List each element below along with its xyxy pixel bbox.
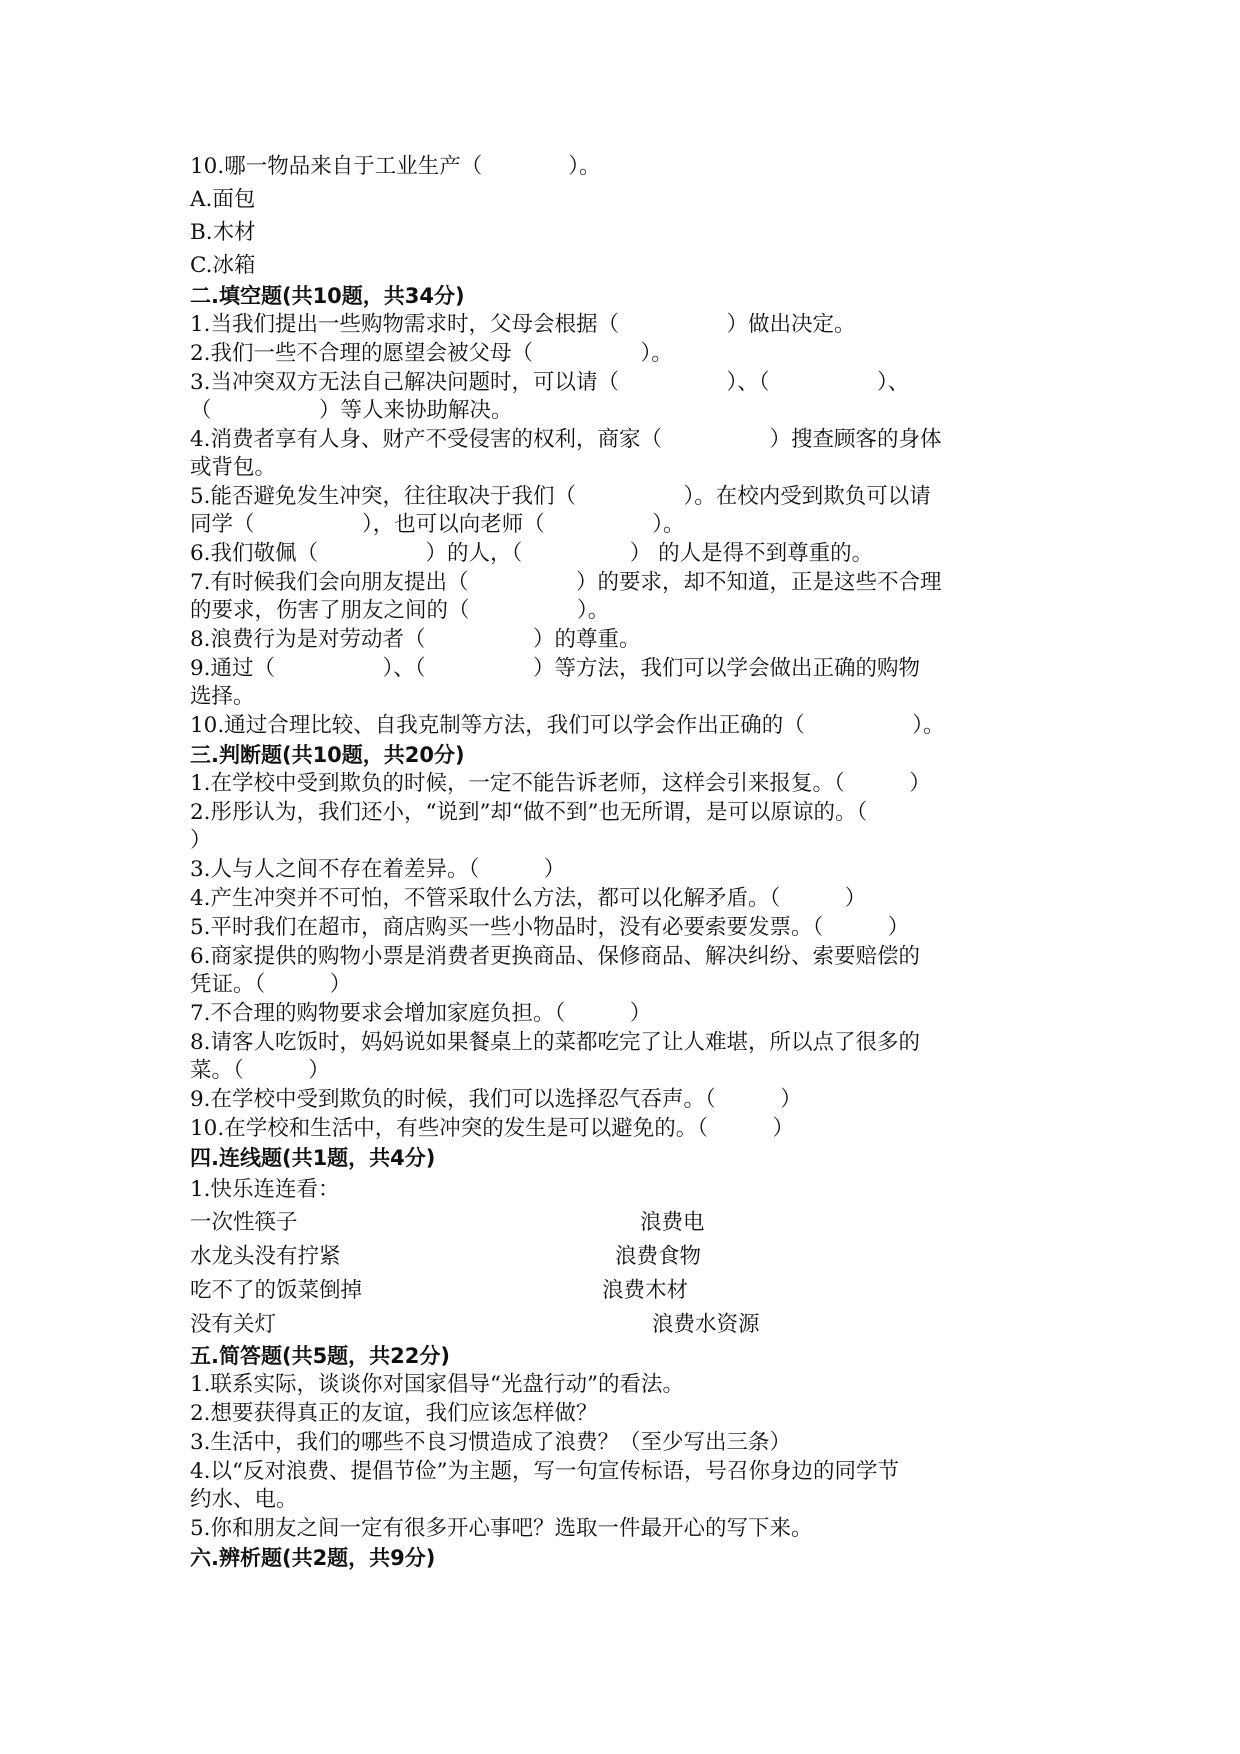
section-heading-analysis: 六.辨析题(共2题，共9分) — [190, 1546, 436, 1570]
option-a: A.面包 — [190, 187, 256, 212]
judge-question-8-line-2: 菜。（ ） — [190, 1058, 330, 1083]
option-b: B.木材 — [190, 220, 256, 245]
fill-question-10: 10.通过合理比较、自我克制等方法，我们可以学会作出正确的（ ）。 — [190, 713, 945, 738]
section-heading-judgement: 三.判断题(共10题，共20分) — [190, 743, 465, 767]
matching-right-item: 浪费电 — [640, 1210, 705, 1235]
fill-question-3-line-1: 3.当冲突双方无法自己解决问题时，可以请（ ）、（ ）、 — [190, 370, 910, 395]
judge-question-6-line-2: 凭证。（ ） — [190, 972, 352, 997]
section-heading-short-answer: 五.简答题(共5题，共22分) — [190, 1344, 451, 1368]
matching-row — [190, 1274, 1060, 1308]
matching-left-item: 水龙头没有拧紧 — [190, 1244, 341, 1269]
fill-question-7-line-1: 7.有时候我们会向朋友提出（ ）的要求，却不知道，正是这些不合理 — [190, 570, 942, 595]
judge-question-2-line-1: 2.彤彤认为，我们还小，“说到”却“做不到”也无所谓，是可以原谅的。（ — [190, 800, 868, 825]
section-heading-matching: 四.连线题(共1题，共4分) — [190, 1146, 436, 1170]
matching-left-item: 吃不了的饭菜倒掉 — [190, 1278, 363, 1303]
matching-left-item: 没有关灯 — [190, 1312, 277, 1337]
judge-question-1: 1.在学校中受到欺负的时候，一定不能告诉老师，这样会引来报复。（ ） — [190, 771, 931, 796]
matching-right-item: 浪费水资源 — [652, 1312, 760, 1337]
matching-left-item: 一次性筷子 — [190, 1210, 298, 1235]
judge-question-7: 7.不合理的购物要求会增加家庭负担。（ ） — [190, 1001, 652, 1026]
short-question-3: 3.生活中，我们的哪些不良习惯造成了浪费？（至少写出三条） — [190, 1430, 792, 1455]
judge-question-3: 3.人与人之间不存在着差异。（ ） — [190, 857, 566, 882]
matching-question-1: 1.快乐连连看： — [190, 1177, 340, 1202]
fill-question-5-line-1: 5.能否避免发生冲突，往往取决于我们（ ）。在校内受到欺负可以请 — [190, 484, 931, 509]
fill-question-1: 1.当我们提出一些购物需求时，父母会根据（ ）做出决定。 — [190, 312, 856, 337]
section-heading-fill-blank: 二.填空题(共10题，共34分) — [190, 284, 465, 308]
fill-question-8: 8.浪费行为是对劳动者（ ）的尊重。 — [190, 627, 641, 652]
short-question-4-line-1: 4.以“反对浪费、提倡节俭”为主题，写一句宣传标语，号召你身边的同学节 — [190, 1459, 899, 1484]
short-question-5: 5.你和朋友之间一定有很多开心事吧？选取一件最开心的写下来。 — [190, 1516, 813, 1541]
fill-question-6: 6.我们敬佩（ ）的人，（ ） 的人是得不到尊重的。 — [190, 541, 874, 566]
matching-row — [190, 1206, 1060, 1240]
fill-question-4-line-2: 或背包。 — [190, 455, 277, 480]
short-question-4-line-2: 约水、电。 — [190, 1487, 298, 1512]
judge-question-5: 5.平时我们在超市，商店购买一些小物品时，没有必要索要发票。（ ） — [190, 915, 910, 940]
judge-question-6-line-1: 6.商家提供的购物小票是消费者更换商品、保修商品、解决纠纷、索要赔偿的 — [190, 944, 921, 969]
judge-question-4: 4.产生冲突并不可怕，不管采取什么方法，都可以化解矛盾。（ ） — [190, 886, 867, 911]
judge-question-10: 10.在学校和生活中，有些冲突的发生是可以避免的。（ ） — [190, 1116, 794, 1141]
short-question-2: 2.想要获得真正的友谊，我们应该怎样做？ — [190, 1401, 598, 1426]
fill-question-9-line-2: 选择。 — [190, 684, 255, 709]
matching-right-item: 浪费食物 — [615, 1244, 702, 1269]
fill-question-9-line-1: 9.通过（ ）、（ ）等方法，我们可以学会做出正确的购物 — [190, 656, 921, 681]
fill-question-5-line-2: 同学（ ），也可以向老师（ ）。 — [190, 512, 685, 537]
exam-page — [190, 150, 1060, 1573]
question-1-10: 10.哪一物品来自于工业生产（ ）。 — [190, 154, 601, 179]
fill-question-7-line-2: 的要求，伤害了朋友之间的（ ）。 — [190, 598, 610, 623]
fill-question-2: 2.我们一些不合理的愿望会被父母（ ）。 — [190, 341, 673, 366]
matching-row — [190, 1308, 1060, 1342]
short-question-1: 1.联系实际，谈谈你对国家倡导“光盘行动”的看法。 — [190, 1372, 684, 1397]
judge-question-2-line-2: ） — [190, 828, 212, 853]
judge-question-9: 9.在学校中受到欺负的时候，我们可以选择忍气吞声。（ ） — [190, 1087, 802, 1112]
matching-right-item: 浪费木材 — [602, 1278, 689, 1303]
judge-question-8-line-1: 8.请客人吃饭时，妈妈说如果餐桌上的菜都吃完了让人难堪，所以点了很多的 — [190, 1030, 921, 1055]
option-c: C.冰箱 — [190, 253, 256, 278]
fill-question-4-line-1: 4.消费者享有人身、财产不受侵害的权利，商家（ ）搜查顾客的身体 — [190, 427, 942, 452]
matching-row — [190, 1240, 1060, 1274]
fill-question-3-line-2: （ ）等人来协助解决。 — [190, 398, 513, 423]
